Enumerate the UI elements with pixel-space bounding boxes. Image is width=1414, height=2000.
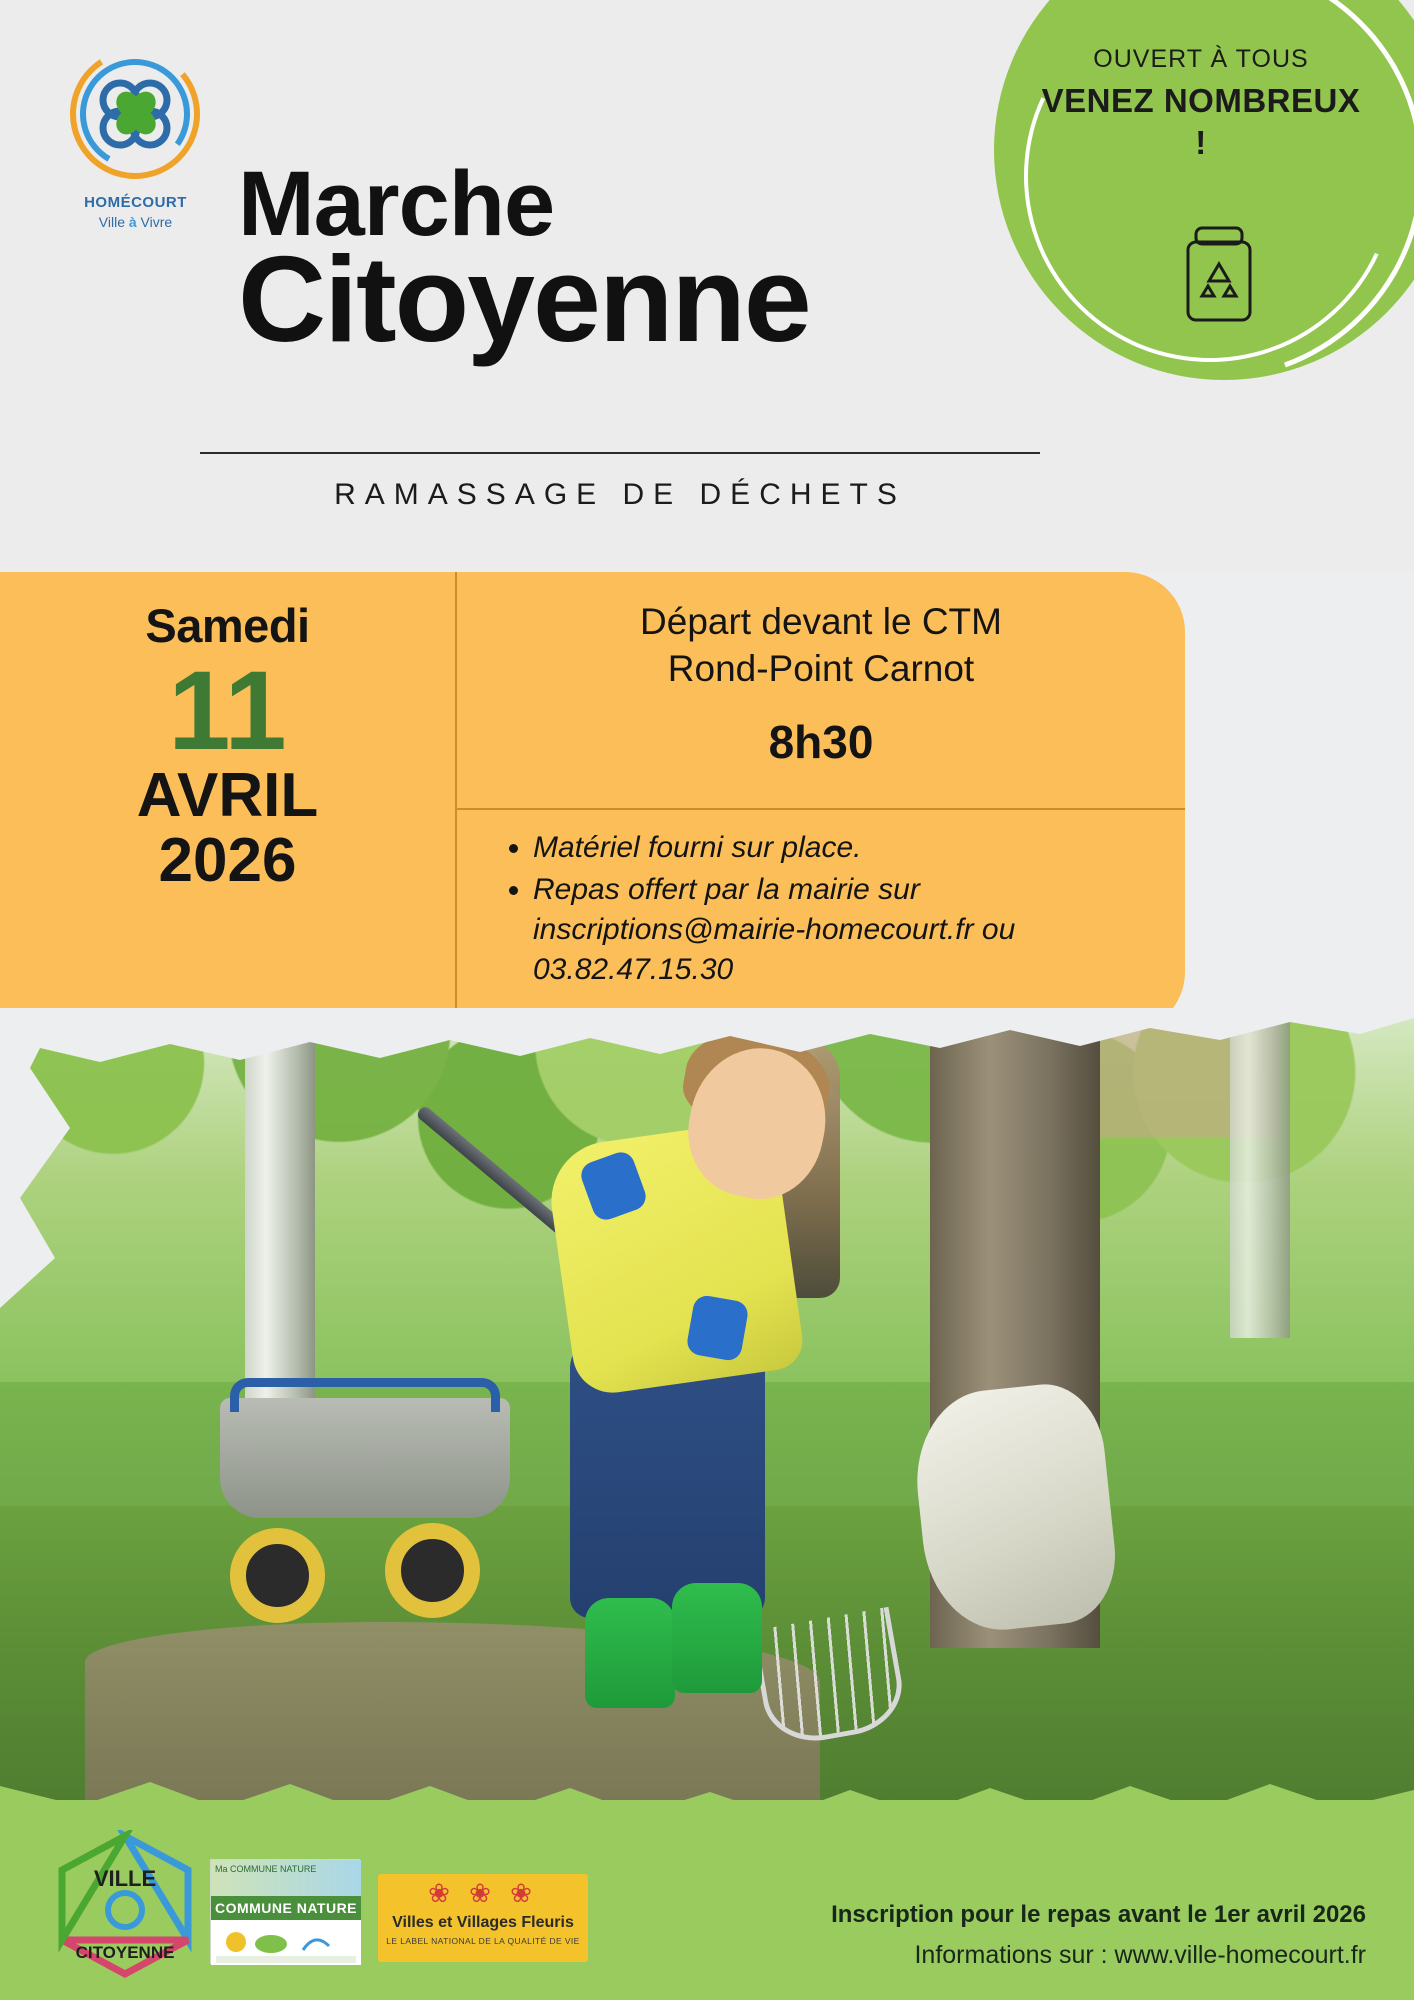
ville-citoyenne-logo [48, 1830, 203, 1980]
homecourt-logo-tagline [48, 214, 223, 230]
event-notes [505, 828, 1145, 992]
title-line1: Marche [238, 153, 555, 255]
tagline-pre: Ville [98, 214, 129, 230]
villes-fleuris-subtitle: LE LABEL NATIONAL DE LA QUALITÉ DE VIE [386, 1936, 580, 1946]
footer-line1: Inscription pour le repas avant le 1er avril 2026 [831, 1901, 1366, 1928]
poster-subtitle: RAMASSAGE DE DÉCHETS [334, 478, 906, 511]
badge-line1: OUVERT À TOUS [1093, 45, 1309, 73]
recycling-bin-icon [1174, 220, 1264, 330]
photo-child-glove-2 [685, 1294, 750, 1363]
event-place-line2: Rond-Point Carnot [667, 648, 975, 690]
commune-nature-top: Ma COMMUNE NATURE [211, 1860, 361, 1896]
tagline-post: Vivre [136, 214, 173, 230]
photo-wheelbarrow [200, 1338, 530, 1658]
event-note-1: • Matériel fourni sur place. [533, 828, 1145, 868]
villes-villages-fleuris-logo [378, 1874, 588, 1962]
event-place [457, 598, 1185, 769]
svg-text:CITOYENNE: CITOYENNE [75, 1943, 175, 1962]
title-divider [200, 452, 1040, 454]
event-date [0, 598, 455, 896]
event-weekday: Samedi [145, 599, 310, 652]
footer-line2: Informations sur : www.ville-homecourt.fr [914, 1941, 1366, 1969]
homecourt-logo-mark [48, 42, 223, 192]
event-time: 8h30 [768, 715, 874, 768]
wheelbarrow-wheel-2 [385, 1523, 480, 1618]
footer-text [666, 1901, 1366, 1970]
event-day: 11 [168, 648, 287, 773]
photo-child-boot-1 [585, 1598, 675, 1708]
commune-nature-logo [210, 1859, 360, 1964]
event-photo [0, 1008, 1414, 1838]
wheelbarrow-wheel-1 [230, 1528, 325, 1623]
flower-icons: ❀ ❀ ❀ [428, 1878, 538, 1908]
photo-tree-3 [1230, 1008, 1290, 1338]
badge-text [1036, 45, 1366, 164]
event-place-line1: Départ devant le CTM [640, 601, 1002, 642]
event-year: 2026 [158, 826, 297, 896]
svg-text:VILLE: VILLE [93, 1866, 157, 1891]
info-band-divider-horizontal [457, 808, 1185, 810]
title-line2: Citoyenne [238, 231, 810, 367]
homecourt-logo [48, 42, 223, 232]
event-note-2: • Repas offert par la mairie sur inscriptions@mairie-homecourt.fr ou 03.82.47.15.30 [533, 870, 1145, 990]
tagline-mid: à [128, 214, 137, 230]
commune-nature-bottom [211, 1920, 361, 1965]
commune-nature-illustration [211, 1920, 361, 1965]
commune-nature-band: COMMUNE NATURE [211, 1896, 361, 1920]
badge-line2: VENEZ NOMBREUX ! [1041, 82, 1361, 162]
event-month: AVRIL [136, 761, 319, 830]
wheelbarrow-handle [230, 1378, 500, 1412]
homecourt-logo-name: HOMÉCOURT [84, 194, 187, 211]
wheelbarrow-tray [220, 1398, 510, 1518]
photo-child-boot-2 [672, 1583, 762, 1693]
villes-fleuris-title: Villes et Villages Fleuris [392, 1914, 574, 1931]
